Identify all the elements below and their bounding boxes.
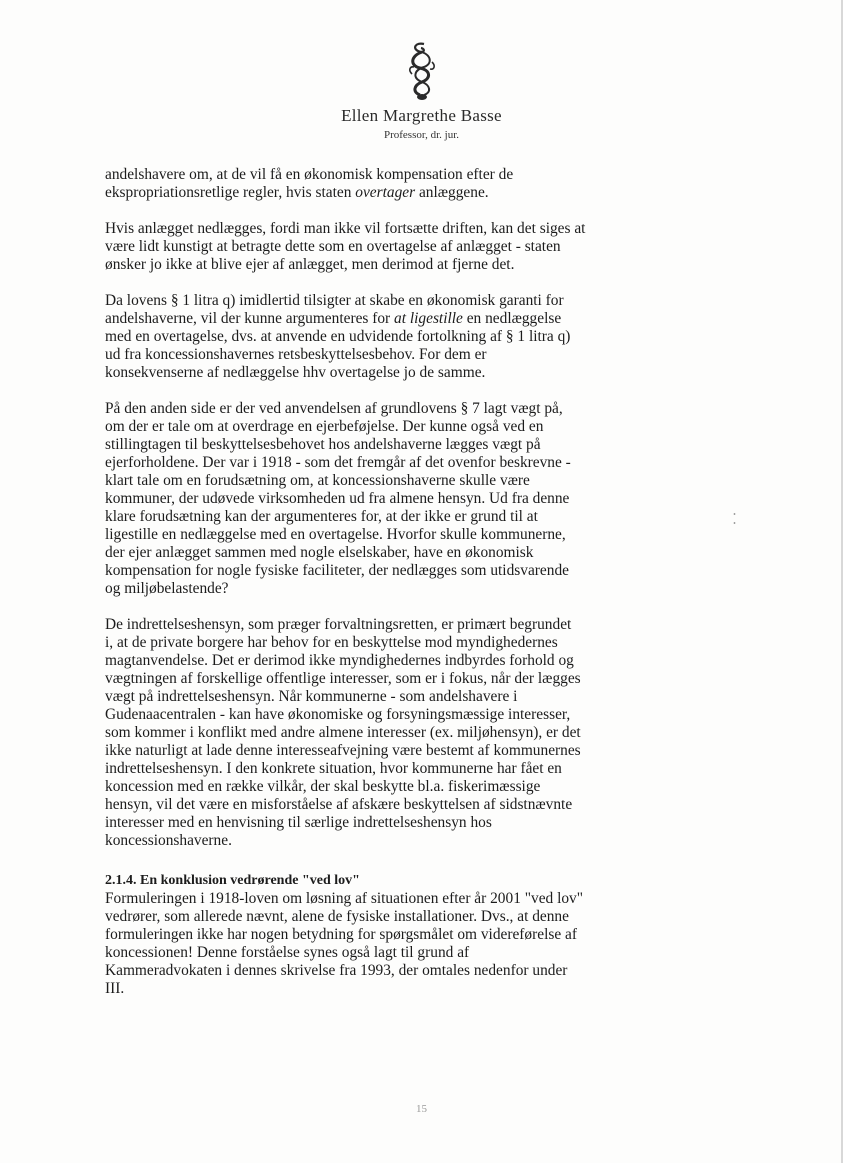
text-line <box>105 256 697 274</box>
text-line <box>105 926 697 944</box>
text-line <box>105 220 697 238</box>
text-run: der ejer anlægget sammen med nogle elselskaber, have en økonomisk <box>105 544 534 561</box>
text-run: ejerforholdene. Der var i 1918 - som det fremgår af det ovenfor beskrevne - <box>105 454 571 471</box>
text-run: Da lovens § 1 litra q) imidlertid tilsigter at skabe en økonomisk garanti for <box>105 292 564 309</box>
letterhead <box>0 40 843 141</box>
text-run: vedrører, som allerede nævnt, alene de fysiske installationer. Dvs., at denne <box>105 908 569 925</box>
text-line <box>105 944 697 962</box>
text-run: andelshaverne, vil der kunne argumenteres for <box>105 310 395 327</box>
text-run: kommuner, der udøvede virksomheden ud fra almene hensyn. Ud fra denne <box>105 490 570 507</box>
text-line <box>105 418 697 436</box>
text-run: ud fra koncessionshavernes retsbeskyttelsesbehov. For dem er <box>105 346 487 363</box>
text-run: konsekvenserne af nedlæggelse hhv overtagelse jo de samme. <box>105 364 486 381</box>
text-run: koncessionshaverne. <box>105 832 232 849</box>
text-run: På den anden side er der ved anvendelsen af grundlovens § 7 lagt vægt på, <box>105 400 563 417</box>
text-line <box>105 328 697 346</box>
text-line <box>105 962 697 980</box>
text-run: III. <box>105 980 125 997</box>
text-line <box>105 652 697 670</box>
section-heading: 2.1.4. En konklusion vedrørende "ved lov" <box>105 873 360 888</box>
text-run: om der er tale om at overdrage en ejerbeføjelse. Der kunne også ved en <box>105 418 544 435</box>
body-paragraph <box>105 292 697 382</box>
text-line <box>105 238 697 256</box>
text-run: ønsker jo ikke at blive ejer af anlægget, men derimod at fjerne det. <box>105 256 515 273</box>
text-run: ikke naturligt at lade denne interesseafvejning være bestemt af kommunernes <box>105 742 581 759</box>
text-run: anlæggene. <box>415 184 489 201</box>
text-line <box>105 814 697 832</box>
text-run: vægt på indrettelseshensyn. Når kommunerne - som andelshavere i <box>105 688 518 705</box>
scan-artifact-dots <box>733 512 736 526</box>
text-run: klart tale om en forudsætning om, at koncessionshaverne skulle være <box>105 472 530 489</box>
text-run: formuleringen ikke har nogen betydning for spørgsmålet om videreførelse af <box>105 926 577 943</box>
text-line <box>105 616 697 634</box>
text-line <box>105 508 697 526</box>
text-run: magtanvendelse. Det er derimod ikke myndighedernes indbyrdes forhold og <box>105 652 574 669</box>
text-run: Kammeradvokaten i dennes skrivelse fra 1993, der omtales nedenfor under <box>105 962 568 979</box>
author-title: Professor, dr. jur. <box>383 129 460 141</box>
text-line <box>105 454 697 472</box>
emphasized-text: at ligestille <box>394 310 463 327</box>
text-line <box>105 778 697 796</box>
document-body <box>105 166 697 1016</box>
text-line <box>105 796 697 814</box>
body-paragraph <box>105 220 697 274</box>
author-name: Ellen Margrethe Basse <box>341 106 502 125</box>
text-line <box>105 706 697 724</box>
text-line <box>105 436 697 454</box>
text-line <box>105 400 697 418</box>
text-line <box>105 562 697 580</box>
text-line <box>105 364 697 382</box>
text-run: ekspropriationsretlige regler, hvis staten <box>105 184 356 201</box>
text-run: andelshavere om, at de vil få en økonomisk kompensation efter de <box>105 166 514 183</box>
text-line <box>105 908 697 926</box>
text-line <box>105 346 697 364</box>
text-line <box>105 832 697 850</box>
text-line <box>105 490 697 508</box>
text-line <box>105 688 697 706</box>
emphasized-text: overtager <box>355 184 416 201</box>
ornamental-monogram-icon <box>402 40 442 102</box>
text-line <box>105 724 697 742</box>
text-run: være lidt kunstigt at betragte dette som en overtagelse af anlægget - staten <box>105 238 561 255</box>
text-line <box>105 166 697 184</box>
text-run: De indrettelseshensyn, som præger forvaltningsretten, er primært begrundet <box>105 616 572 633</box>
text-line <box>105 760 697 778</box>
text-run: kompensation for nogle fysiske faciliteter, der nedlægges som utidsvarende <box>105 562 569 579</box>
text-run: koncessionen! Denne forståelse synes også lagt til grund af <box>105 944 470 961</box>
text-run: i, at de private borgere har behov for en beskyttelse mod myndighedernes <box>105 634 558 651</box>
text-line <box>105 472 697 490</box>
conclusion-section <box>105 872 697 998</box>
text-line <box>105 634 697 652</box>
text-run: klare forudsætning kan der argumenteres for, at der ikke er grund til at <box>105 508 538 525</box>
page-number: 15 <box>416 1103 427 1115</box>
text-run: stillingtagen til beskyttelsesbehovet hos andelshaverne lægges vægt på <box>105 436 541 453</box>
text-line <box>105 670 697 688</box>
body-paragraph <box>105 400 697 598</box>
text-run: vægtningen af forskellige offentlige interesser, som er i fokus, når der lægges <box>105 670 581 687</box>
text-line <box>105 310 697 328</box>
body-paragraph <box>105 166 697 202</box>
body-paragraph <box>105 616 697 850</box>
text-line <box>105 184 697 202</box>
text-line <box>105 980 697 998</box>
text-line <box>105 890 697 908</box>
text-run: en nedlæggelse <box>462 310 562 327</box>
text-line <box>105 526 697 544</box>
text-line <box>105 544 697 562</box>
text-run: som kommer i konflikt med andre almene interesser (ex. miljøhensyn), er det <box>105 724 581 741</box>
text-run: indrettelseshensyn. I den konkrete situation, hvor kommunerne har fået en <box>105 760 562 777</box>
text-line <box>105 580 697 598</box>
text-run: Formuleringen i 1918-loven om løsning af situationen efter år 2001 "ved lov" <box>105 890 584 907</box>
text-line <box>105 292 697 310</box>
text-run: hensyn, vil det være en misforståelse af afskære beskyttelsen af sidstnævnte <box>105 796 573 813</box>
text-run: Gudenaacentralen - kan have økonomiske og forsyningsmæssige interesser, <box>105 706 571 723</box>
text-run: og miljøbelastende? <box>105 580 229 597</box>
text-run: med en overtagelse, dvs. at anvende en udvidende fortolkning af § 1 litra q) <box>105 328 571 345</box>
text-run: koncession med en række vilkår, der skal beskytte bl.a. fiskerimæssige <box>105 778 541 795</box>
text-line <box>105 742 697 760</box>
text-run: ligestille en nedlæggelse med en overtagelse. Hvorfor skulle kommunerne, <box>105 526 566 543</box>
text-run: Hvis anlægget nedlægges, fordi man ikke vil fortsætte driften, kan det siges at <box>105 220 586 237</box>
text-run: interesser med en henvisning til særlige indrettelseshensyn hos <box>105 814 492 831</box>
